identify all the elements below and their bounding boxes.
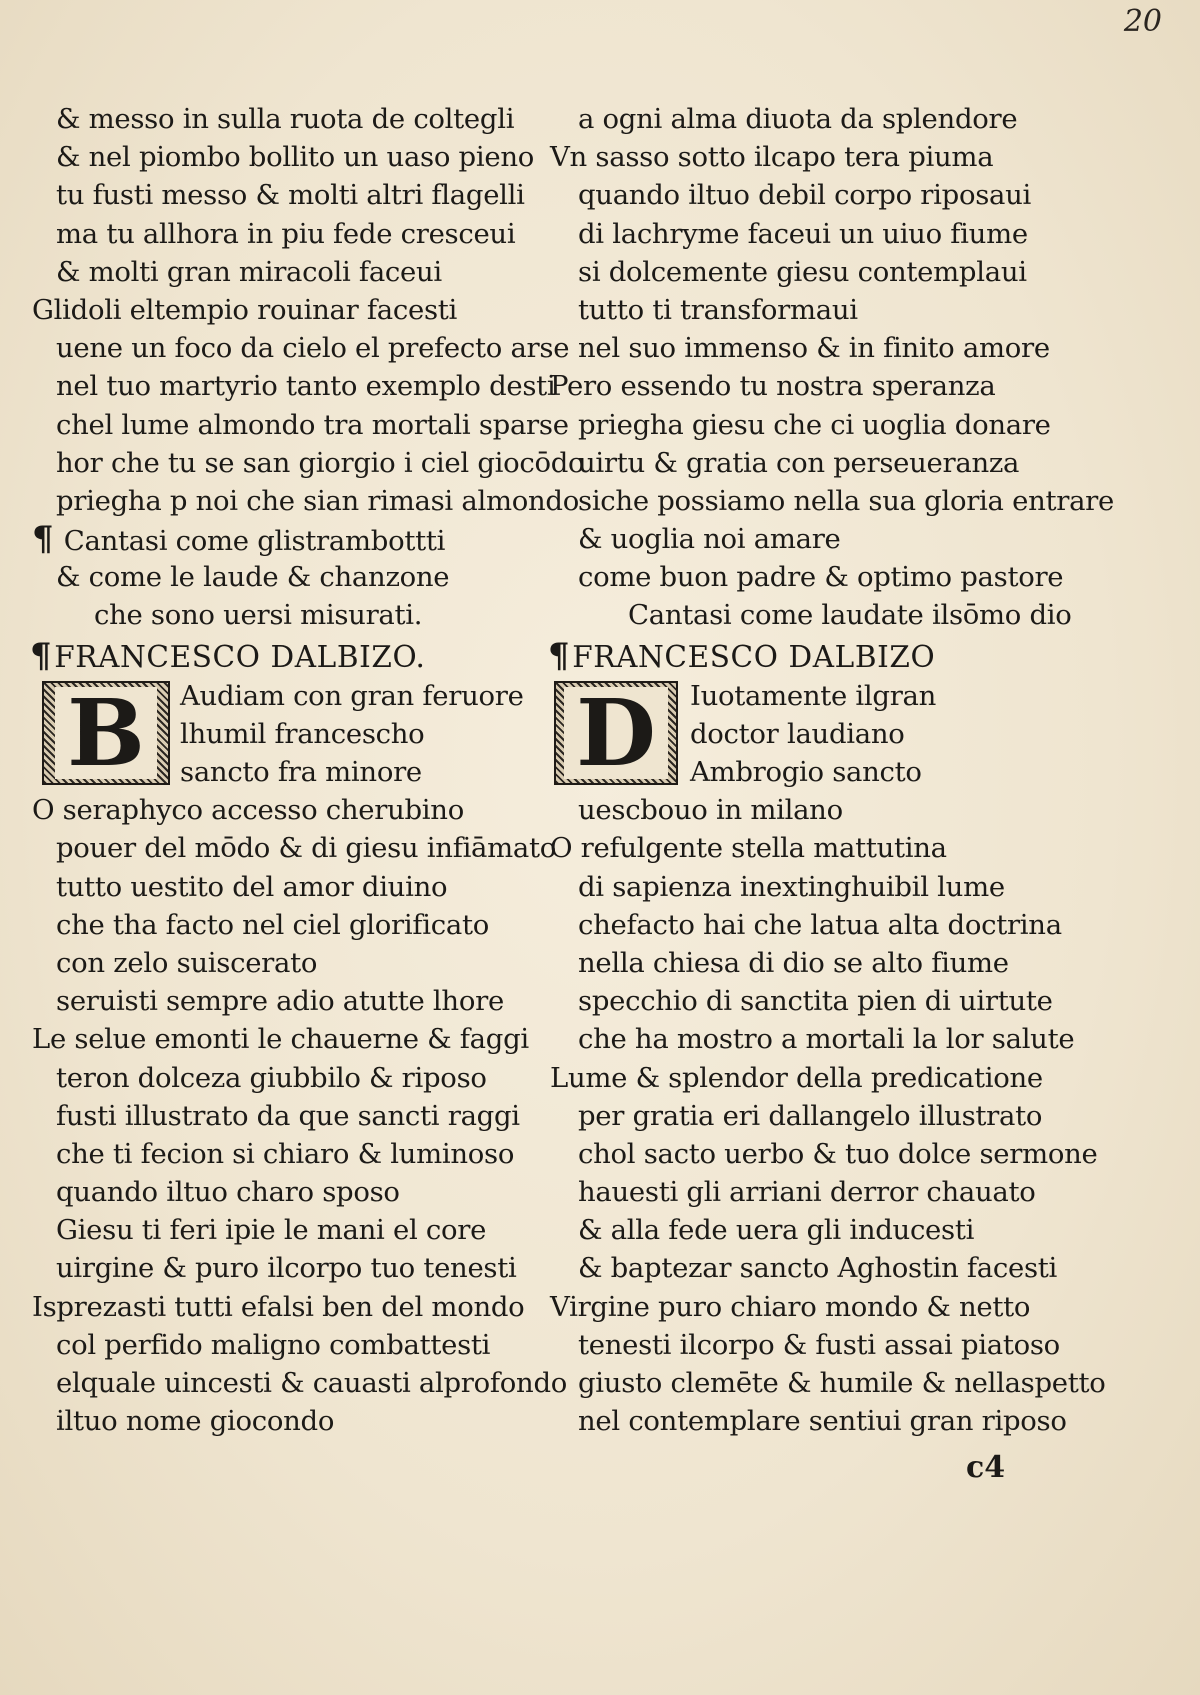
verse-line: O refulgente stella mattutina xyxy=(550,832,947,865)
verse-line: che tha facto nel ciel glorificato xyxy=(56,908,489,941)
verse-line: priegha p noi che sian rimasi almondo xyxy=(56,484,579,517)
verse-line: nella chiesa di dio se alto fiume xyxy=(578,946,1009,979)
verse-line: & uoglia noi amare xyxy=(578,523,841,556)
verse-line: & nel piombo bollito un uaso pieno xyxy=(56,141,534,174)
verse-line: tenesti ilcorpo & fusti assai piatoso xyxy=(578,1328,1060,1361)
verse-line: Audiam con gran feruore xyxy=(180,679,524,712)
verse-line: Giesu ti feri ipie le mani el core xyxy=(56,1214,487,1247)
verse-line: O seraphyco accesso cherubino xyxy=(32,794,464,827)
pilcrow-icon: ¶ xyxy=(548,635,571,676)
verse-line: teron dolceza giubbilo & riposo xyxy=(56,1061,487,1094)
decorated-initial: D xyxy=(554,681,678,785)
rubric-line: & come le laude & chanzone xyxy=(56,561,450,594)
verse-line: Virgine puro chiaro mondo & netto xyxy=(550,1290,1031,1323)
pilcrow-icon: ¶ xyxy=(30,635,53,676)
verse-line: che ha mostro a mortali la lor salute xyxy=(578,1023,1075,1056)
rubric-line: che sono uersi misurati. xyxy=(94,599,423,632)
verse-line: sancto fra minore xyxy=(180,756,422,788)
verse-line: & messo in sulla ruota de coltegli xyxy=(56,103,515,135)
verse-line: giusto clemēte & humile & nellaspetto xyxy=(578,1367,1106,1400)
right-column xyxy=(548,100,1114,1440)
verse-line: nel tuo martyrio tanto exemplo desti xyxy=(56,370,556,403)
verse-line: quando iltuo debil corpo riposaui xyxy=(578,179,1032,212)
verse-line: uirgine & puro ilcorpo tuo tenesti xyxy=(56,1252,517,1285)
verse-line: chel lume almondo tra mortali sparse xyxy=(56,408,569,441)
poem-heading: ¶FRANCESCO DALBIZO. xyxy=(30,635,426,676)
verse-line: come buon padre & optimo pastore xyxy=(578,561,1064,594)
pilcrow-icon: ¶ xyxy=(32,519,54,560)
initial-block xyxy=(548,677,1068,792)
verse-line: & baptezar sancto Aghostin facesti xyxy=(578,1252,1058,1285)
initial-lines xyxy=(690,677,936,792)
verse-line: ma tu allhora in piu fede cresceui xyxy=(56,217,516,250)
verse-line: quando iltuo charo sposo xyxy=(56,1176,400,1209)
rubric-line: Cantasi come laudate ilsōmo dio xyxy=(628,599,1072,632)
verse-line: tu fusti messo & molti altri flagelli xyxy=(56,179,525,212)
verse-line: a ogni alma diuota da splendore xyxy=(578,103,1018,135)
signature-mark: c4 xyxy=(966,1450,1006,1485)
left-column xyxy=(30,100,585,1440)
verse-line: pouer del mōdo & di giesu infiāmato xyxy=(56,832,557,865)
verse-line: che ti fecion si chiaro & luminoso xyxy=(56,1137,515,1170)
verse-line: di sapienza inextinghuibil lume xyxy=(578,870,1005,903)
verse-line: specchio di sanctita pien di uirtute xyxy=(578,985,1053,1018)
verse-line: fusti illustrato da que sancti raggi xyxy=(56,1099,520,1132)
verse-line: Vn sasso sotto ilcapo tera piuma xyxy=(550,141,994,174)
verse-line: tutto ti transformaui xyxy=(578,293,858,326)
verse-line: nel suo immenso & in finito amore xyxy=(578,332,1050,365)
rubric-line: ¶ Cantasi come glistrambottti xyxy=(32,519,446,560)
folio-number: 20 xyxy=(1123,4,1162,39)
verse-line: Iuotamente ilgran xyxy=(690,679,937,712)
verse-line: per gratia eri dallangelo illustrato xyxy=(578,1099,1043,1132)
verse-line: hauesti gli arriani derror chauato xyxy=(578,1176,1036,1209)
verse-line: doctor laudiano xyxy=(690,717,905,750)
verse-line: uirtu & gratia con perseueranza xyxy=(578,446,1020,479)
verse-line: chol sacto uerbo & tuo dolce sermone xyxy=(578,1137,1098,1170)
verse-line: Isprezasti tutti efalsi ben del mondo xyxy=(32,1290,525,1323)
initial-lines xyxy=(180,677,524,792)
decorated-initial: B xyxy=(42,681,170,785)
poem-heading: ¶FRANCESCO DALBIZO xyxy=(548,635,936,676)
verse-line: hor che tu se san giorgio i ciel giocōdo xyxy=(56,446,585,479)
verse-line: uene un foco da cielo el prefecto arse xyxy=(56,332,570,365)
verse-line: uescbouo in milano xyxy=(578,794,843,827)
verse-line: tutto uestito del amor diuino xyxy=(56,870,448,903)
verse-line: nel contemplare sentiui gran riposo xyxy=(578,1405,1067,1438)
verse-line: Ambrogio sancto xyxy=(690,756,922,788)
verse-line: siche possiamo nella sua gloria entrare xyxy=(578,484,1114,517)
initial-block xyxy=(30,677,550,792)
verse-line: chefacto hai che latua alta doctrina xyxy=(578,908,1062,941)
verse-line: & alla fede uera gli inducesti xyxy=(578,1214,975,1247)
verse-line: priegha giesu che ci uoglia donare xyxy=(578,408,1051,441)
verse-line: lhumil francescho xyxy=(180,717,425,750)
verse-line: elquale uincesti & cauasti alprofondo xyxy=(56,1367,568,1400)
verse-line: & molti gran miracoli faceui xyxy=(56,255,442,288)
verse-line: iltuo nome giocondo xyxy=(56,1405,335,1438)
verse-line: Le selue emonti le chauerne & faggi xyxy=(32,1023,529,1056)
verse-line: col perfido maligno combattesti xyxy=(56,1328,491,1361)
verse-line: di lachryme faceui un uiuo fiume xyxy=(578,217,1028,250)
verse-line: si dolcemente giesu contemplaui xyxy=(578,255,1027,288)
verse-line: Lume & splendor della predicatione xyxy=(550,1061,1043,1094)
verse-line: con zelo suiscerato xyxy=(56,946,318,979)
verse-line: Glidoli eltempio rouinar facesti xyxy=(32,293,458,326)
verse-line: Pero essendo tu nostra speranza xyxy=(550,370,996,403)
verse-line: seruisti sempre adio atutte lhore xyxy=(56,985,504,1018)
